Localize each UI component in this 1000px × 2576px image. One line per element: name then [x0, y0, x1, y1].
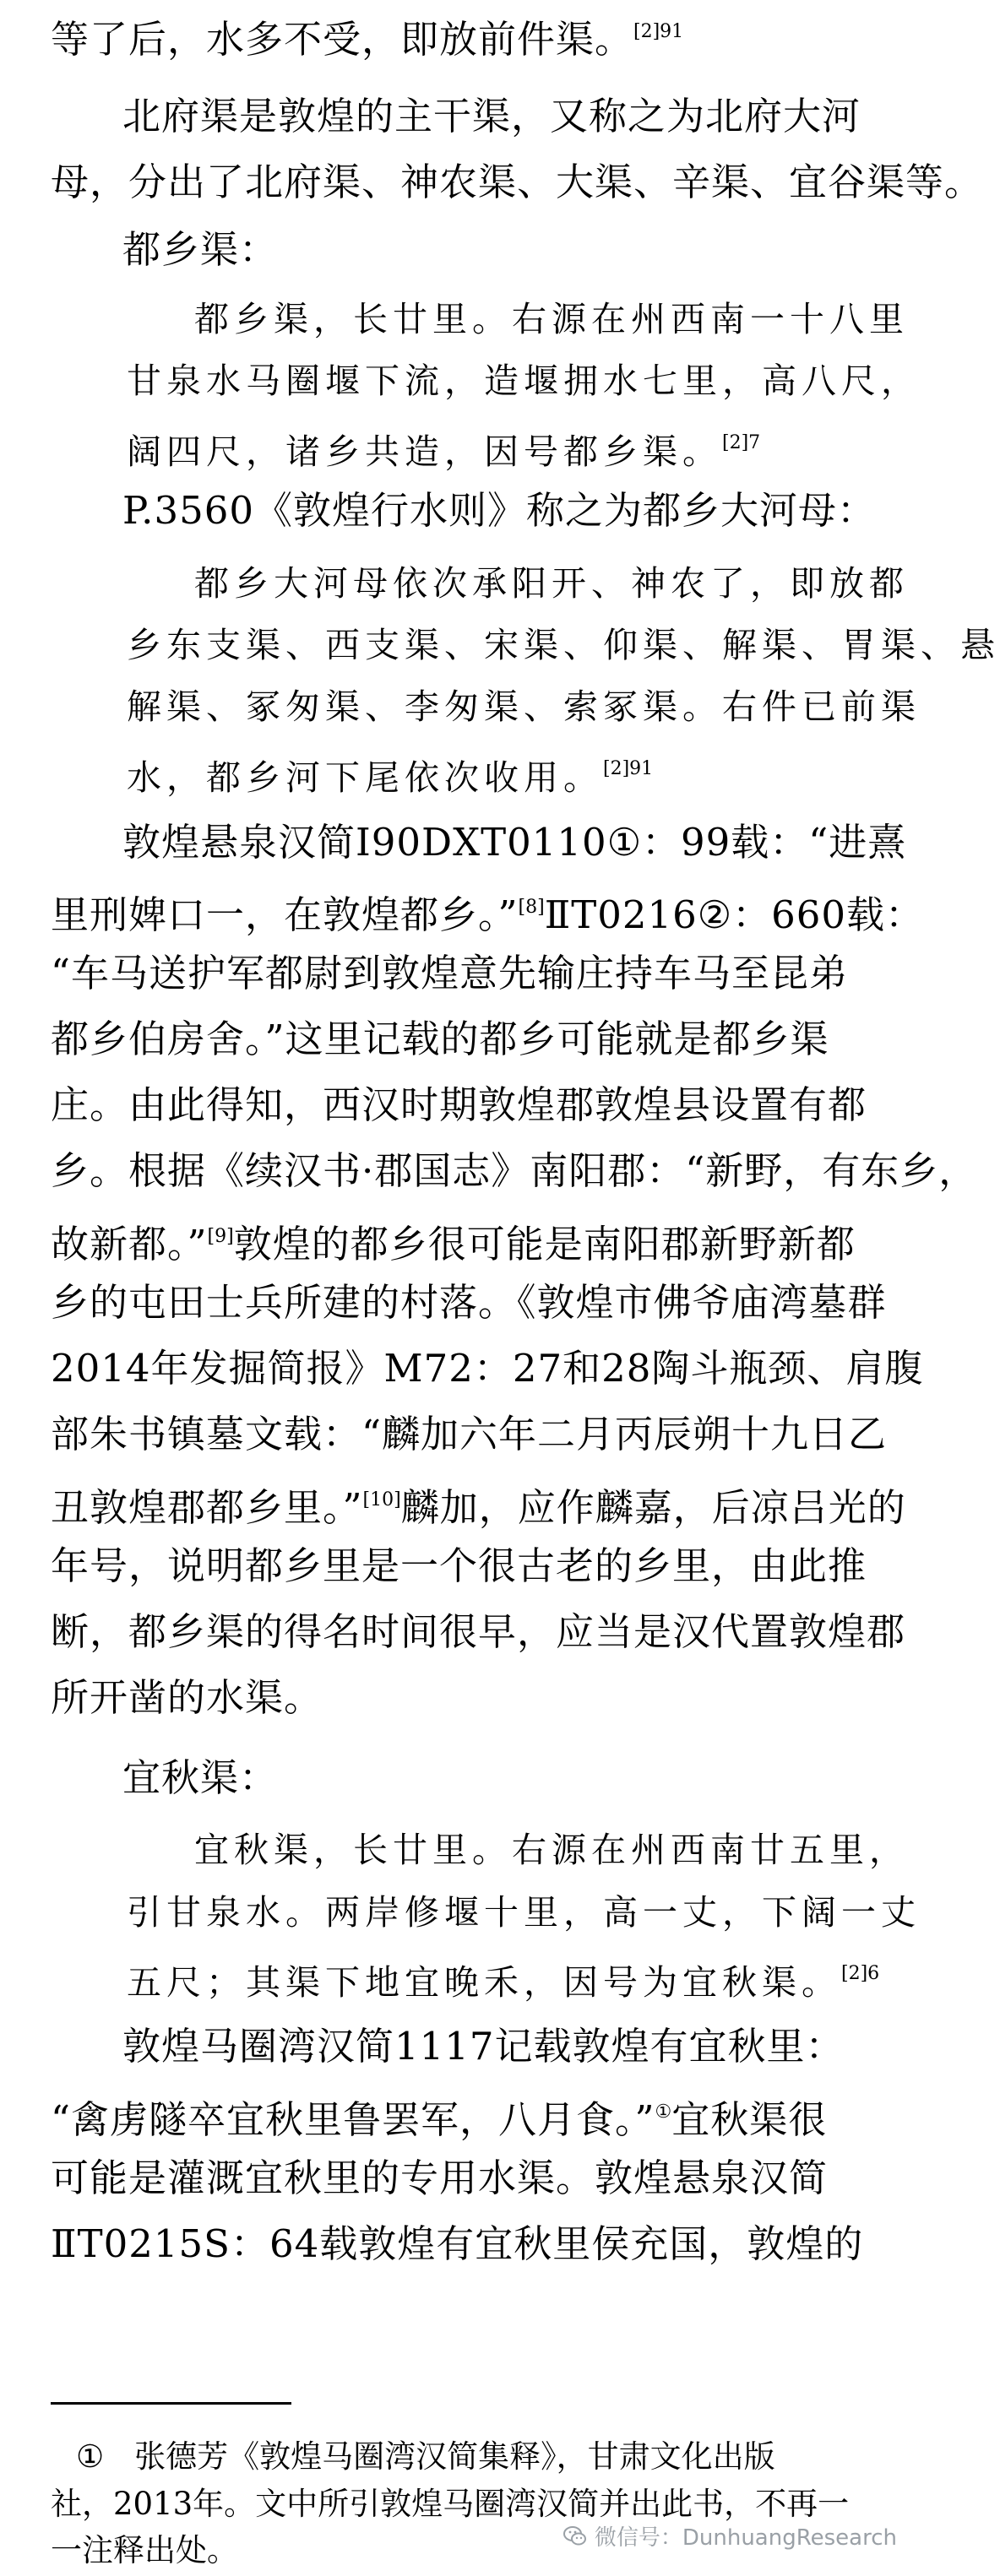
citation-ref: [2]91 [603, 758, 654, 779]
text-line [122, 817, 906, 868]
line-text: 乡。根据《续汉书·郡国志》南阳郡：“新野，有东乡， [51, 1148, 978, 1193]
text-line [122, 91, 861, 142]
text-line [122, 485, 876, 536]
citation-ref: [2]91 [633, 21, 684, 42]
line-text: 所开凿的水渠。 [51, 1675, 323, 1720]
line-text: 引甘泉水。两岸修堰十里，高一丈，下阔一丈 [127, 1892, 921, 1933]
line-text: “禽虏隧卒宜秋里鲁罢军，八月食。” [51, 2097, 655, 2142]
quote-line [194, 294, 909, 344]
line-text: 宜秋渠，长廿里。右源在州西南廿五里， [194, 1830, 909, 1870]
line-text: 乡东支渠、西支渠、宋渠、仰渠、解渠、胃渠、悬 [127, 625, 1000, 665]
line-text: ⅡT0215S：64载敦煌有宜秋里侯充国，敦煌的 [51, 2221, 864, 2266]
line-text: 断，都乡渠的得名时间很早，应当是汉代置敦煌郡 [51, 1609, 906, 1654]
line-text: 部朱书镇墓文载：“麟加六年二月丙辰朔十九日乙 [51, 1412, 888, 1456]
quote-line [127, 418, 760, 477]
line-text: 解渠、冢匆渠、李匆渠、索冢渠。右件已前渠 [127, 686, 921, 727]
line-text: 丑敦煌郡都乡里。” [51, 1485, 363, 1530]
citation-ref: [8] [518, 897, 545, 918]
line-tail-text: 宜秋渠很 [671, 2097, 828, 2142]
text-line [51, 2153, 828, 2204]
line-text: “车马送护军都尉到敦煌意先输庄持车马至昆弟 [51, 951, 849, 995]
text-line [51, 1212, 856, 1270]
quote-line [194, 1825, 909, 1875]
text-line [51, 882, 924, 941]
text-line [51, 1277, 887, 1328]
text-line [51, 2087, 827, 2145]
text-line [51, 157, 983, 208]
line-text: 敦煌悬泉汉简Ⅰ90DXT0110①：99载：“进熹 [122, 820, 907, 865]
wechat-icon [562, 2524, 588, 2549]
text-line [51, 1607, 905, 1657]
line-text: 故新都。” [51, 1222, 208, 1266]
text-line [51, 948, 848, 999]
citation-ref: [9] [207, 1226, 234, 1247]
line-text: 都乡大河母依次承阳开、神农了，即放都 [194, 563, 909, 604]
line-text: 年号，说明都乡里是一个很古老的乡里，由此推 [51, 1543, 867, 1588]
line-text: 都乡渠，长廿里。右源在州西南一十八里 [194, 299, 909, 339]
quote-line [127, 681, 921, 732]
line-text: 水，都乡河下尾依次收用。 [127, 757, 603, 798]
line-text: 乡的屯田士兵所建的村落。《敦煌市佛爷庙湾墓群 [51, 1280, 887, 1325]
quote-line [127, 744, 653, 803]
line-text: 敦煌马圈湾汉简1117记载敦煌有宜秋里： [122, 2024, 845, 2069]
text-line [51, 1409, 887, 1460]
quote-line [194, 558, 909, 609]
text-line [51, 1014, 829, 1065]
citation-ref: [2]7 [722, 432, 761, 453]
quote-line [127, 620, 1000, 670]
text-line [122, 225, 278, 275]
text-line [122, 2021, 845, 2072]
line-tail-text: ⅡT0216②：660载： [544, 892, 925, 937]
footnote-line-1 [76, 2432, 775, 2482]
line-text: 2014年发掘简报》M72：27和28陶斗瓶颈、肩腹 [51, 1346, 924, 1391]
line-text: 都乡渠： [122, 227, 279, 272]
quote-line [127, 1949, 879, 2008]
line-tail-text: 敦煌的都乡很可能是南阳郡新野新都 [233, 1222, 856, 1266]
line-text: 庄。由此得知，西汉时期敦煌郡敦煌县设置有都 [51, 1082, 867, 1127]
line-text: 五尺；其渠下地宜晚禾，因号为宜秋渠。 [127, 1962, 841, 2003]
citation-ref: [2]6 [841, 1963, 880, 1984]
line-text: 等了后，水多不受，即放前件渠。 [51, 17, 634, 62]
footnote-divider [51, 2402, 291, 2405]
footnote-text-1: 张德芳《敦煌马圈湾汉简集释》，甘肃文化出版 [134, 2438, 775, 2475]
text-line [122, 1753, 278, 1803]
quote-line [127, 355, 921, 406]
text-line [51, 2219, 863, 2270]
text-line [51, 1146, 977, 1196]
text-line [51, 1475, 906, 1533]
footnote-line-2: 社，2013年。文中所引敦煌马圈湾汉简并出此书，不再一 [51, 2486, 850, 2522]
text-line [51, 1673, 323, 1723]
line-text: 母，分出了北府渠、神农渠、大渠、辛渠、宜谷渠等。 [51, 160, 984, 204]
quote-line [127, 1887, 921, 1938]
line-tail-text: 麟加，应作麟嘉，后凉吕光的 [400, 1485, 906, 1530]
text-line [51, 1343, 923, 1394]
line-text: P.3560《敦煌行水则》称之为都乡大河母： [122, 488, 876, 533]
line-text: 宜秋渠： [122, 1755, 279, 1800]
text-line [51, 1541, 867, 1592]
text-line [51, 1080, 867, 1131]
watermark-text: 微信号：DunhuangResearch [594, 2525, 897, 2551]
line-text: 甘泉水马圈堰下流，造堰拥水七里，高八尺， [127, 361, 921, 401]
line-text: 阔四尺，诸乡共造，因号都乡渠。 [127, 431, 722, 472]
line-text: 北府渠是敦煌的主干渠，又称之为北府大河 [122, 94, 861, 138]
citation-ref: ① [655, 2101, 672, 2123]
footnote-marker: ① [76, 2438, 105, 2475]
text-line [51, 7, 683, 65]
line-text: 都乡伯房舍。”这里记载的都乡可能就是都乡渠 [51, 1017, 829, 1061]
watermark [562, 2520, 897, 2552]
line-text: 可能是灌溉宜秋里的专用水渠。敦煌悬泉汉简 [51, 2156, 829, 2200]
footnote-line-3: 一注释出处。 [51, 2532, 238, 2568]
citation-ref: [10] [362, 1489, 401, 1510]
line-text: 里刑婢口一，在敦煌都乡。” [51, 892, 519, 937]
